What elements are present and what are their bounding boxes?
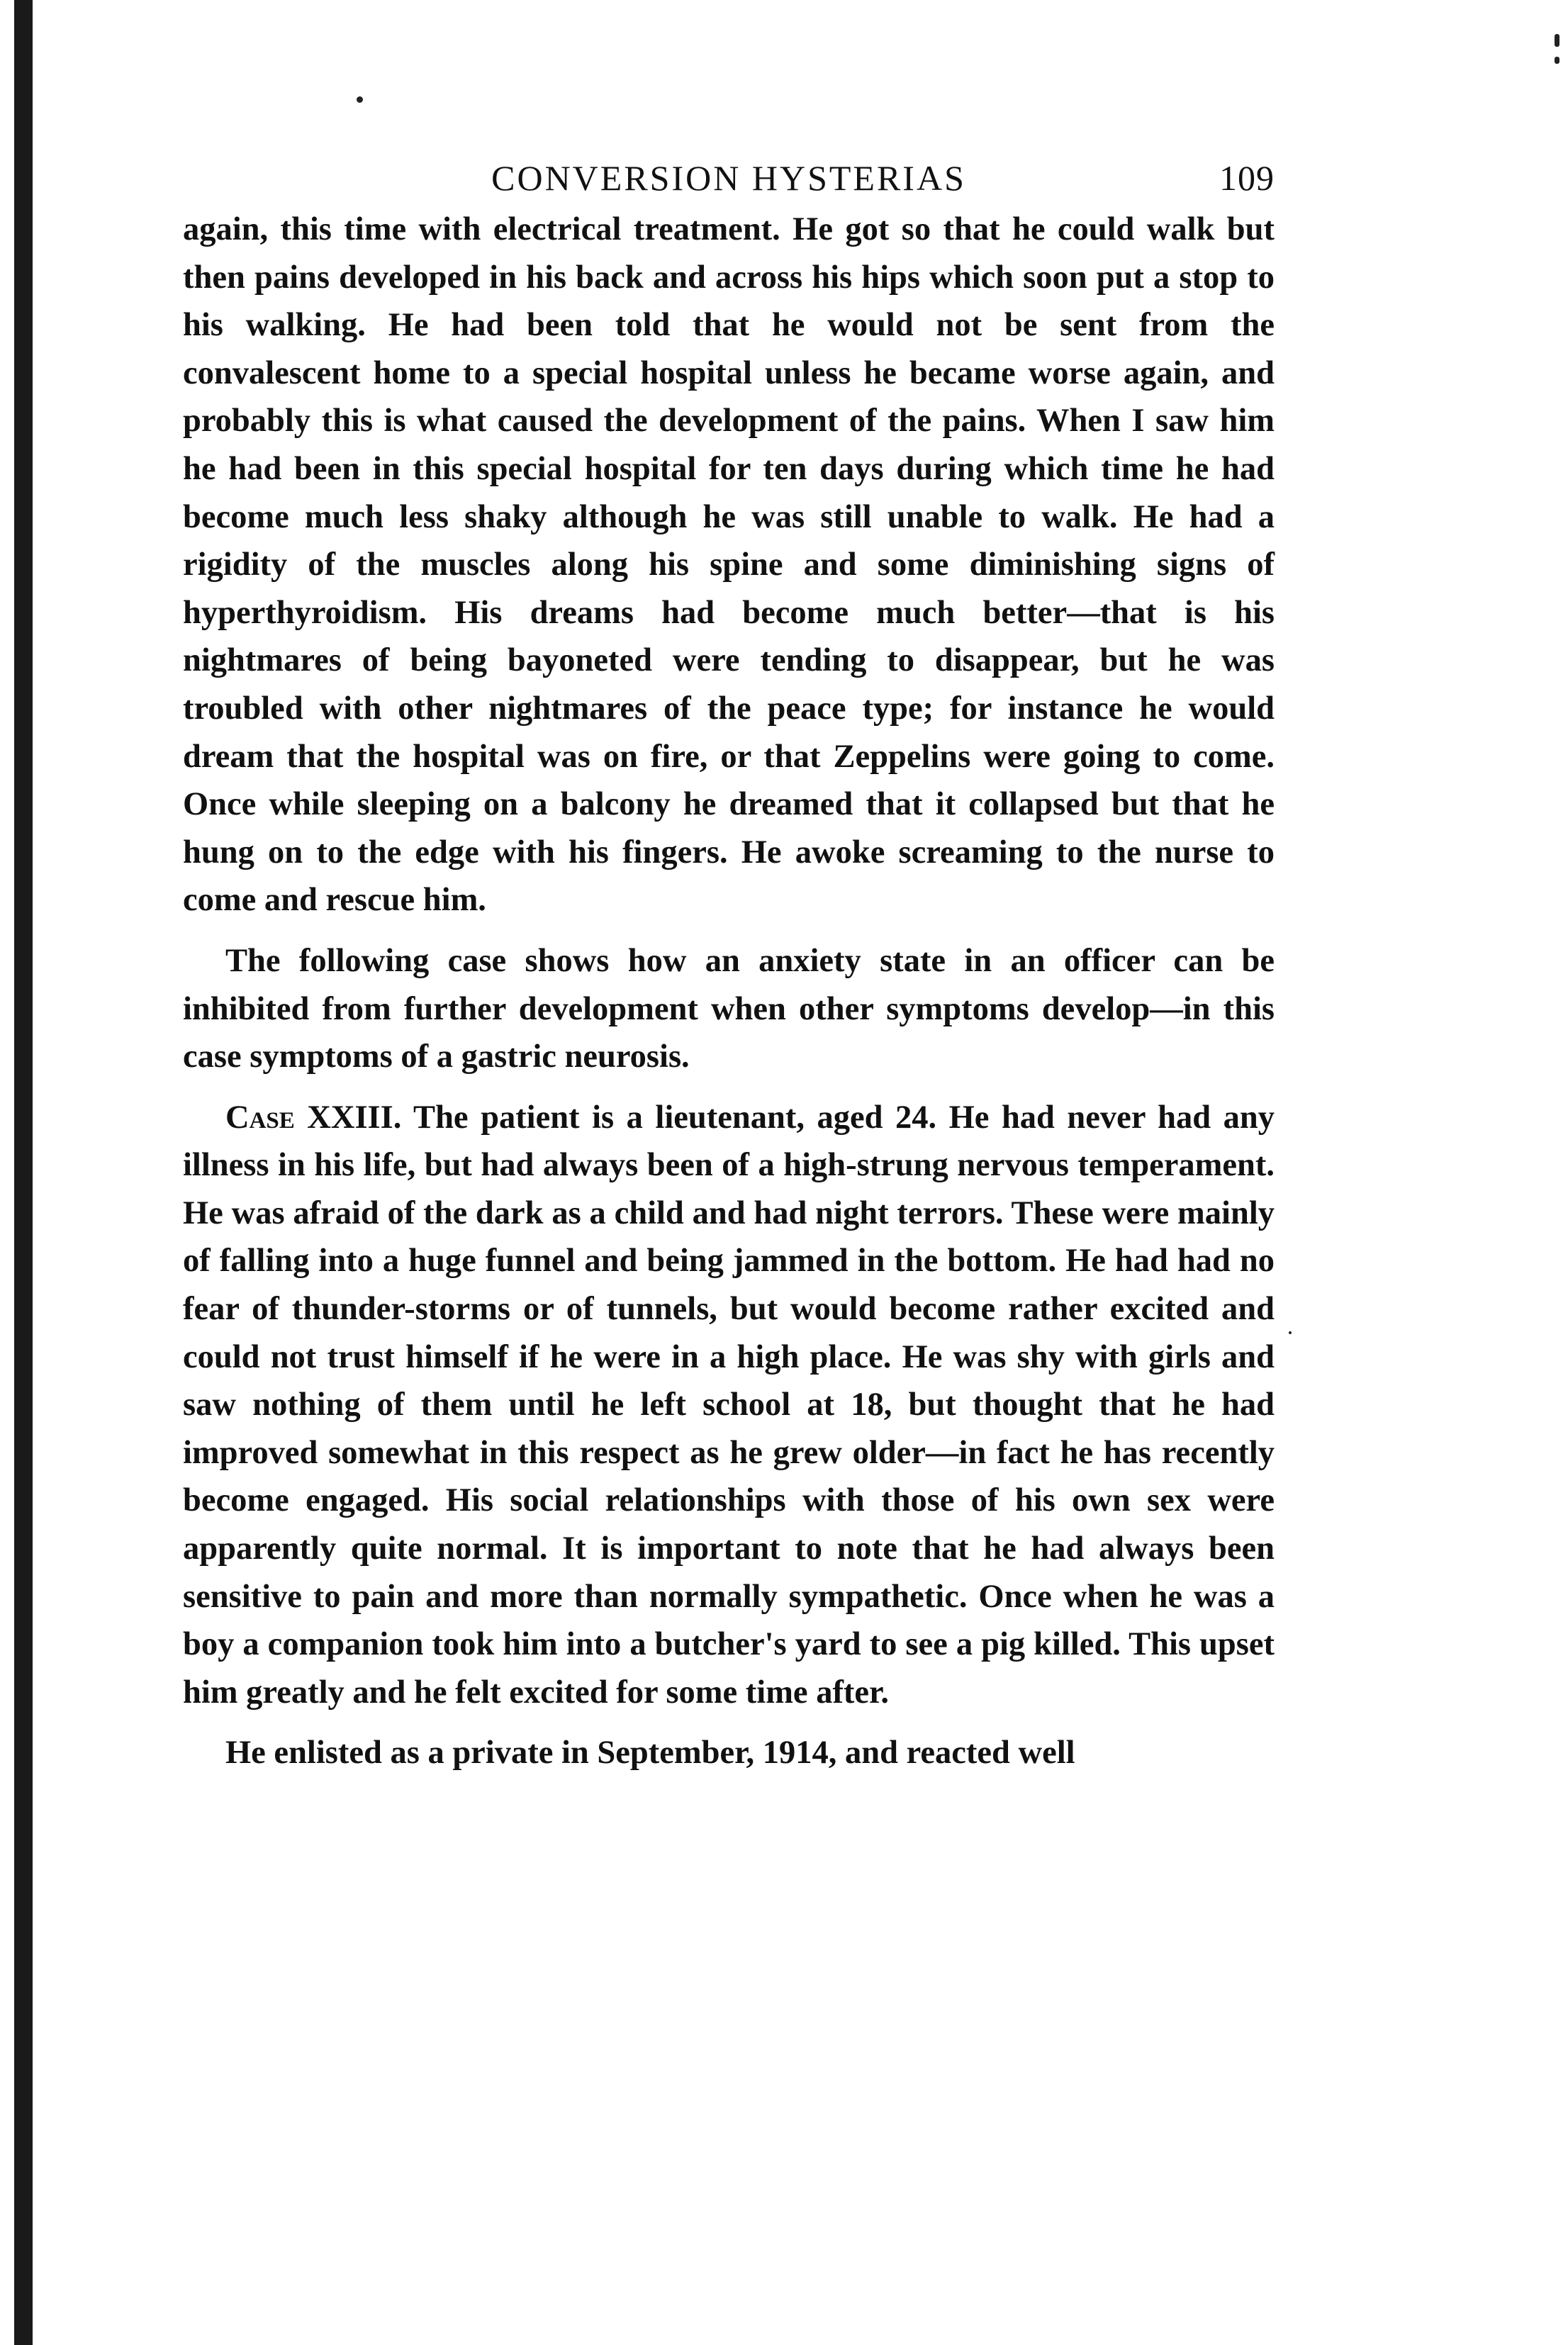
book-page <box>183 142 1275 1777</box>
paragraph-text: The following case shows how an anxiety state in an officer can be inhibited from further development when other symptoms develop—in this case symptoms of a gastric neurosis. <box>183 942 1275 1075</box>
page-binding-edge <box>14 0 33 2345</box>
paragraph-text: The patient is a lieutenant, aged 24. He had never had any illness in his life, but had always been of a high-strung nervous temperament. He was afraid of the dark as a child and had night terrors. These were mainly of falling into a huge funnel and being jammed in the bottom. He had had no fear of thunder-storms or of tunnels, but would become rather excited and could not trust himself if he were in a high place. He was shy with girls and saw nothing of them until he left school at 18, but thought that he had improved somewhat in this respect as he grew older—in fact he has recently become engaged. His social relationships with those of his own sex were apparently quite normal. It is important to note that he had always been sensitive to pain and more than normally sympathetic. Once when he was a boy a companion took him into a butcher's yard to see a pig killed. This upset him greatly and he felt excited for some time after. <box>183 1099 1275 1711</box>
print-speck <box>1555 34 1559 47</box>
paragraph <box>183 937 1275 1081</box>
paragraph <box>183 1729 1275 1777</box>
paragraph-text: again, this time with electrical treatment. He got so that he could walk but then pains developed in his back and across his hips which soon put a stop to his walking. He had been told that he would not be sent from the convalescent home to a special hospital unless he became worse again, and probably this is what caused the development of the pains. When I saw him he had been in this special hospital for ten days during which time he had become much less shaky although he was still unable to walk. He had a rigidity of the muscles along his spine and some diminishing signs of hyperthyroidism. His dreams had become much better—that is his nightmares of being bayoneted were tending to disappear, but he was troubled with other nightmares of the peace type; for instance he would dream that the hospital was on fire, or that Zeppelins were going to come. Once while sleeping on a balcony he dreamed that it collapsed but that he hung on to the edge with his fingers. He awoke screaming to the nurse to come and rescue him. <box>183 211 1275 919</box>
chapter-title: CONVERSION HYSTERIAS <box>491 158 966 198</box>
page-number: 109 <box>1219 158 1275 198</box>
case-label: Case XXIII. <box>225 1099 402 1136</box>
print-speck <box>1289 1331 1292 1334</box>
paragraph-continued <box>183 206 1275 924</box>
running-head <box>183 142 1275 206</box>
print-speck <box>1555 57 1559 64</box>
print-speck <box>357 96 363 103</box>
paragraph-text: He enlisted as a private in September, 1914, and reacted well <box>225 1735 1075 1772</box>
paragraph-case <box>183 1094 1275 1717</box>
